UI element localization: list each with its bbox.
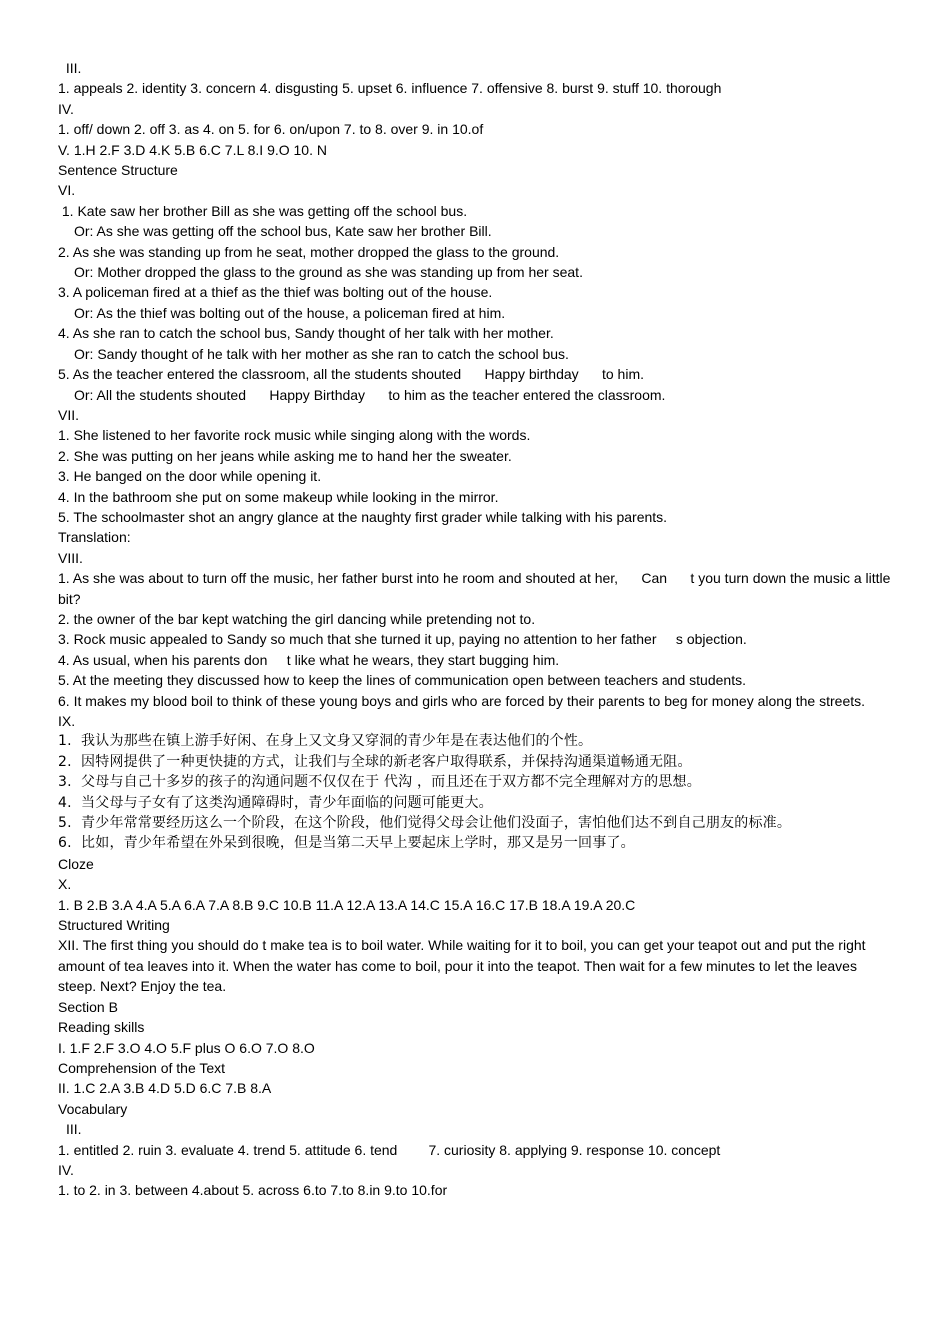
text-line: Cloze xyxy=(58,855,94,872)
text-line: 1. 我认为那些在镇上游手好闲、在身上又文身又穿洞的青少年是在表达他们的个性。 xyxy=(58,733,593,750)
text-line: 1. She listened to her favorite rock music while singing along with the words. xyxy=(58,427,531,444)
text-line: 3. Rock music appealed to Sandy so much that she turned it up, paying no attention to her father s objection. xyxy=(58,631,747,648)
text-line: II. 1.C 2.A 3.B 4.D 5.D 6.C 7.B 8.A xyxy=(58,1080,272,1097)
text-line: Vocabulary xyxy=(58,1100,128,1117)
text-line: Reading skills xyxy=(58,1019,145,1036)
text-line: 5. At the meeting they discussed how to keep the lines of communication open between teachers and students. xyxy=(58,672,746,689)
text-line: IX. xyxy=(58,713,76,729)
answer-key-document xyxy=(58,58,898,1201)
text-line: Or: Mother dropped the glass to the ground as she was standing up from her seat. xyxy=(74,264,583,281)
text-line: 3. A policeman fired at a thief as the thief was bolting out of the house. xyxy=(58,284,493,301)
text-line: 4. 当父母与子女有了这类沟通障碍时，青少年面临的问题可能更大。 xyxy=(58,794,493,811)
text-line: III. xyxy=(62,60,82,76)
text-line: III. xyxy=(66,1121,82,1138)
text-line: 6. 比如，青少年希望在外呆到很晚，但是当第二天早上要起床上学时，那又是另一回事了。 xyxy=(58,835,635,852)
text-line: 1. to 2. in 3. between 4.about 5. across 6.to 7.to 8.in 9.to 10.for xyxy=(58,1182,448,1199)
text-line: IV. xyxy=(58,100,74,117)
text-line: 5. 青少年常常要经历这么一个阶段，在这个阶段，他们觉得父母会让他们没面子，害怕他们达不到自己朋友的标准。 xyxy=(58,815,792,832)
text-line: Section B xyxy=(58,998,118,1015)
text-line: 1. off/ down 2. off 3. as 4. on 5. for 6. on/upon 7. to 8. over 9. in 10.of xyxy=(58,121,484,138)
text-line: Or: All the students shouted Happy Birthday to him as the teacher entered the classroom. xyxy=(74,386,666,403)
text-line: 1. Kate saw her brother Bill as she was getting off the school bus. xyxy=(58,202,468,219)
text-line: 4. In the bathroom she put on some makeup while looking in the mirror. xyxy=(58,488,499,505)
text-line: V. 1.H 2.F 3.D 4.K 5.B 6.C 7.L 8.I 9.O 10. N xyxy=(58,141,327,158)
text-line: 3. He banged on the door while opening it. xyxy=(58,468,322,485)
text-line: 1. As she was about to turn off the music, her father burst into he room and shouted at her, Can t you turn down the music a little bit? xyxy=(58,570,895,607)
text-line: 1. appeals 2. identity 3. concern 4. disgusting 5. upset 6. influence 7. offensive 8. burst 9. stuff 10. thorough xyxy=(58,80,722,97)
text-line: Translation: xyxy=(58,529,131,546)
text-line: 4. As usual, when his parents don t like what he wears, they start bugging him. xyxy=(58,651,560,668)
text-line: X. xyxy=(58,876,72,893)
text-line: I. 1.F 2.F 3.O 4.O 5.F plus O 6.O 7.O 8.O xyxy=(58,1039,315,1056)
text-line: Or: Sandy thought of he talk with her mother as she ran to catch the school bus. xyxy=(74,345,569,362)
text-line: VII. xyxy=(58,406,80,423)
text-line: 1. B 2.B 3.A 4.A 5.A 6.A 7.A 8.B 9.C 10.B 11.A 12.A 13.A 14.C 15.A 16.C 17.B 18.A 19.A 20.C xyxy=(58,896,636,913)
text-line: 2. the owner of the bar kept watching the girl dancing while pretending not to. xyxy=(58,610,536,627)
text-line: Comprehension of the Text xyxy=(58,1059,226,1076)
text-line: VI. xyxy=(58,182,76,199)
text-line: Sentence Structure xyxy=(58,162,178,179)
text-line: 6. It makes my blood boil to think of these young boys and girls who are forced by their parents to beg for money along the streets. xyxy=(58,692,866,709)
text-line: 2. She was putting on her jeans while asking me to hand her the sweater. xyxy=(58,447,512,464)
text-line: Structured Writing xyxy=(58,917,170,934)
text-line: Or: As the thief was bolting out of the house, a policeman fired at him. xyxy=(74,304,506,321)
text-line: VIII. xyxy=(58,549,83,566)
text-line: 1. entitled 2. ruin 3. evaluate 4. trend 5. attitude 6. tend 7. curiosity 8. applying 9. response 10. concept xyxy=(58,1141,721,1158)
text-line: 5. The schoolmaster shot an angry glance at the naughty first grader while talking with his parents. xyxy=(58,508,668,525)
text-line: XII. The first thing you should do t make tea is to boil water. While waiting for it to boil, you can get your teapot out and put the right amount of tea leaves into it. When the water has come to boil, pour it into the teapot. Then wait for a few minutes to let the leaves steep. Next? Enjoy the tea. xyxy=(58,937,870,995)
text-line: 5. As the teacher entered the classroom, all the students shouted Happy birthday to him. xyxy=(58,366,644,383)
text-line: 2. 因特网提供了一种更快捷的方式，让我们与全球的新老客户取得联系，并保持沟通渠道畅通无阻。 xyxy=(58,753,692,770)
text-line: IV. xyxy=(58,1161,74,1178)
text-line: 2. As she was standing up from he seat, mother dropped the glass to the ground. xyxy=(58,243,560,260)
text-line: 3. 父母与自己十多岁的孩子的沟通问题不仅仅在于 代沟 ，而且还在于双方都不完全理解对方的思想。 xyxy=(58,774,701,791)
text-line: 4. As she ran to catch the school bus, Sandy thought of her talk with her mother. xyxy=(58,325,554,342)
text-line: Or: As she was getting off the school bus, Kate saw her brother Bill. xyxy=(74,223,492,240)
